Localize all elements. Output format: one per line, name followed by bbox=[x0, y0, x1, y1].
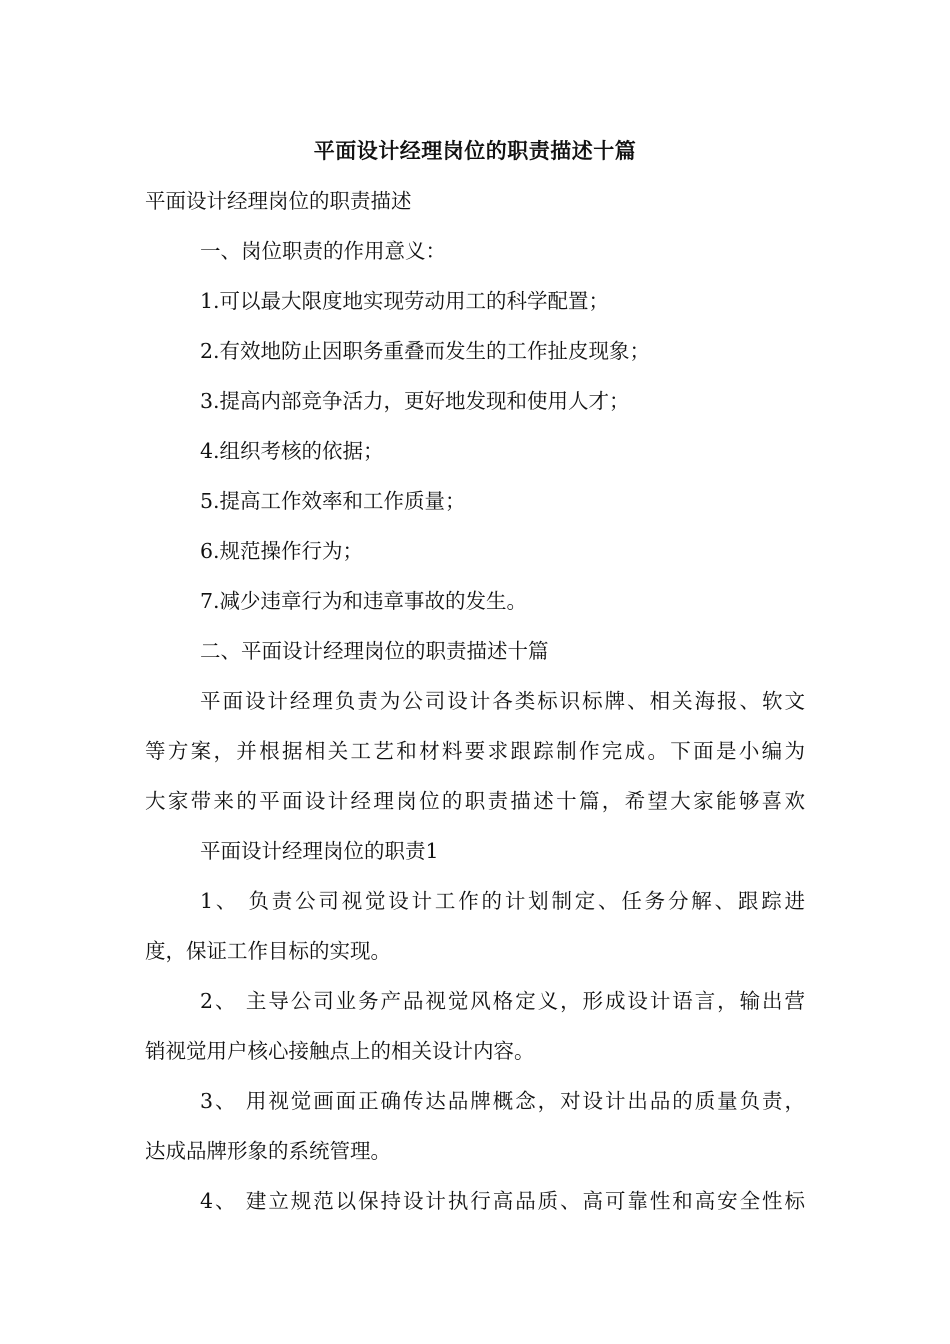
paragraph-line: 4、 建立规范以保持设计执行高品质、高可靠性和高安全性标 bbox=[200, 1189, 805, 1213]
paragraph-line: 达成品牌形象的系统管理。 bbox=[145, 1139, 391, 1163]
paragraph-line: 1、 负责公司视觉设计工作的计划制定、任务分解、跟踪进 bbox=[200, 889, 805, 913]
list-item: 1.可以最大限度地实现劳动用工的科学配置； bbox=[200, 289, 610, 313]
paragraph-line: 大家带来的平面设计经理岗位的职责描述十篇，希望大家能够喜欢 bbox=[145, 789, 805, 813]
paragraph-line: 平面设计经理负责为公司设计各类标识标牌、相关海报、软文 bbox=[200, 689, 805, 713]
paragraph-line: 度，保证工作目标的实现。 bbox=[145, 939, 391, 963]
list-item: 6.规范操作行为； bbox=[200, 539, 364, 563]
list-item: 7.减少违章行为和违章事故的发生。 bbox=[200, 589, 528, 613]
list-item: 3.提高内部竞争活力，更好地发现和使用人才； bbox=[200, 389, 630, 413]
paragraph-line: 等方案，并根据相关工艺和材料要求跟踪制作完成。下面是小编为 bbox=[145, 739, 805, 763]
list-item: 5.提高工作效率和工作质量； bbox=[200, 489, 466, 513]
paragraph-line: 2、 主导公司业务产品视觉风格定义，形成设计语言，输出营 bbox=[200, 989, 805, 1013]
paragraph-line: 3、 用视觉画面正确传达品牌概念，对设计出品的质量负责， bbox=[200, 1089, 805, 1113]
paragraph-line: 销视觉用户核心接触点上的相关设计内容。 bbox=[145, 1039, 535, 1063]
document-title: 平面设计经理岗位的职责描述十篇 bbox=[313, 139, 637, 163]
list-item: 4.组织考核的依据； bbox=[200, 439, 384, 463]
subsection-heading: 平面设计经理岗位的职责1 bbox=[200, 839, 439, 863]
section-heading: 平面设计经理岗位的职责描述 bbox=[145, 189, 412, 213]
subsection-heading: 二、平面设计经理岗位的职责描述十篇 bbox=[200, 639, 549, 663]
subsection-heading: 一、岗位职责的作用意义： bbox=[200, 239, 446, 263]
list-item: 2.有效地防止因职务重叠而发生的工作扯皮现象； bbox=[200, 339, 651, 363]
